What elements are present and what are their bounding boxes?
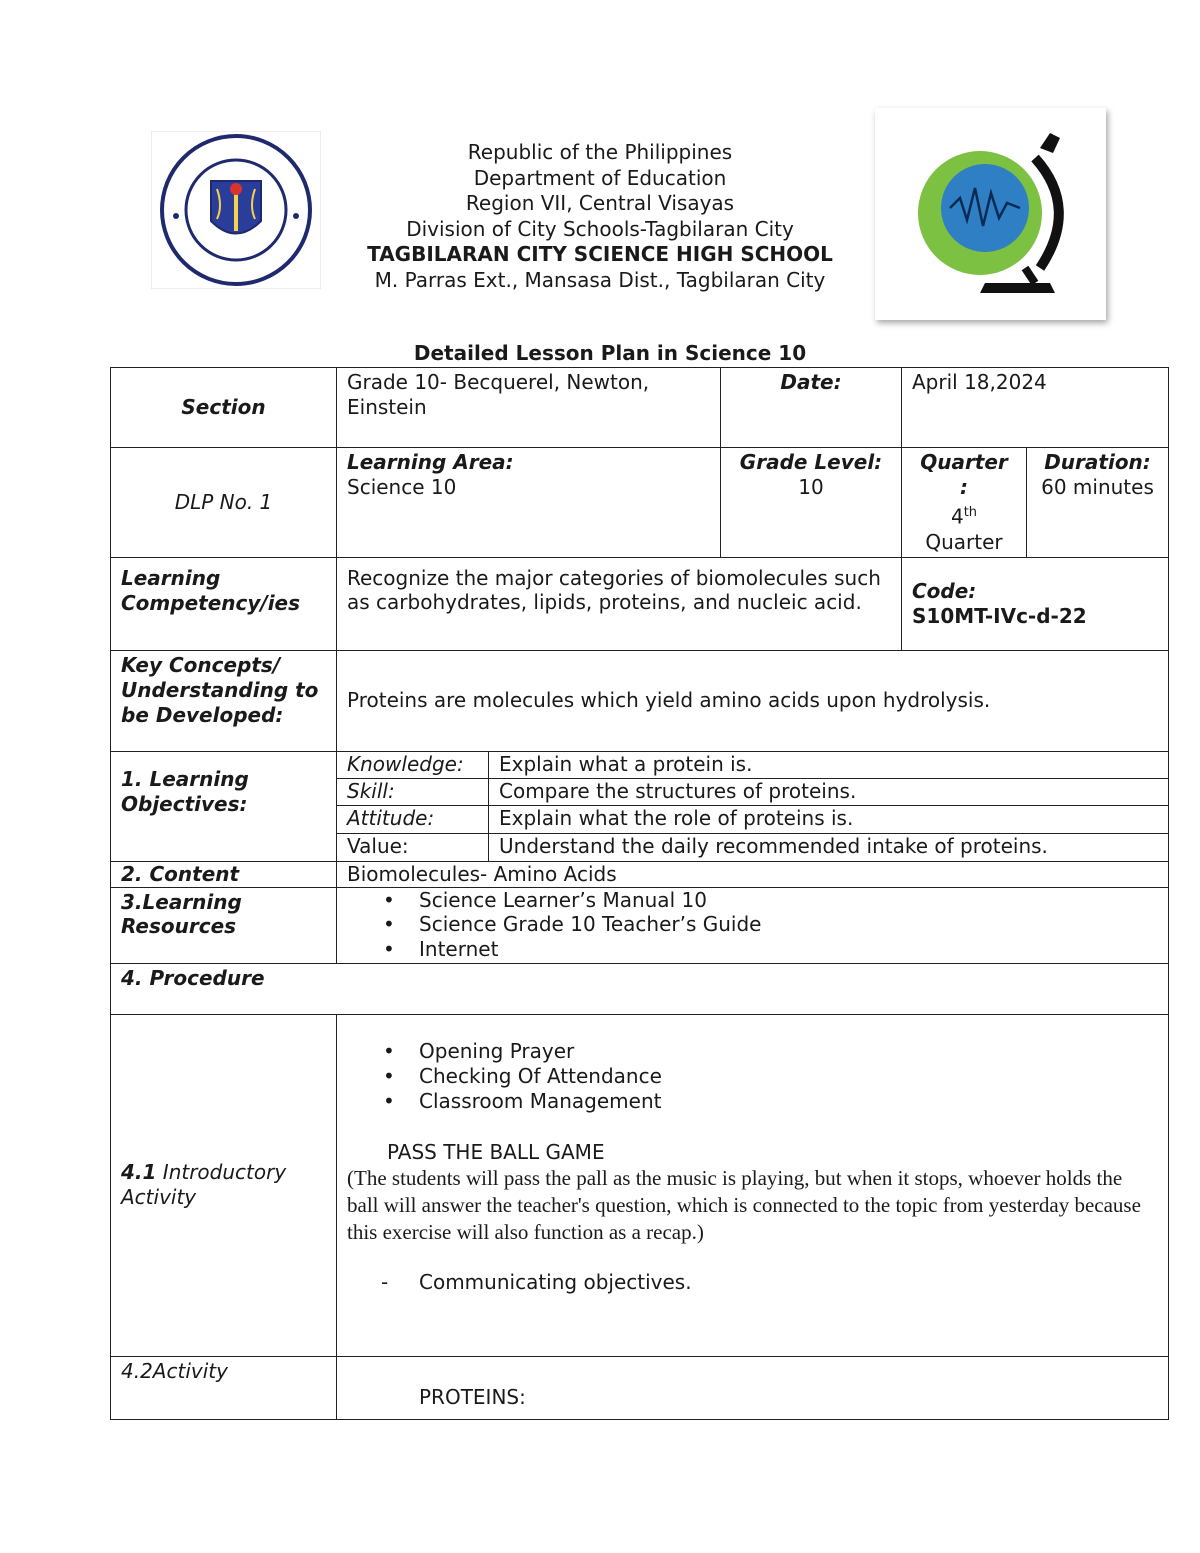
duration-label: Duration: (1044, 450, 1151, 474)
key-concepts-label: Key Concepts/ Understanding to be Developed: (111, 650, 337, 751)
quarter-colon: : (960, 475, 968, 499)
school-name: TAGBILARAN CITY SCIENCE HIGH SCHOOL (367, 242, 833, 266)
section-row (111, 368, 1169, 448)
objective-key: Value: (337, 833, 489, 861)
objectives-label: 1. Learning Objectives: (111, 751, 337, 861)
resources-cell (337, 887, 1169, 963)
letterhead (330, 140, 870, 293)
intro-content (337, 1014, 1169, 1356)
activity-value: PROTEINS: (337, 1356, 1169, 1419)
objective-row-knowledge (111, 751, 1169, 778)
grade-level-label: Grade Level: (739, 450, 883, 474)
resource-item: • Science Learner’s Manual 10 (419, 888, 1158, 913)
objective-key: Skill: (337, 778, 489, 805)
intro-item: • Checking Of Attendance (419, 1064, 1158, 1089)
duration-cell (1027, 448, 1169, 558)
resource-item: • Internet (419, 937, 1158, 962)
key-concepts-row (111, 650, 1169, 751)
dash-item: - Communicating objectives. (381, 1269, 692, 1294)
section-value: Grade 10- Becquerel, Newton, Einstein (337, 368, 721, 448)
content-label: 2. Content (111, 861, 337, 887)
resource-item: • Science Grade 10 Teacher’s Guide (419, 912, 1158, 937)
school-address: M. Parras Ext., Mansasa Dist., Tagbilaran City (374, 267, 826, 292)
objective-value: Explain what a protein is. (489, 751, 1169, 778)
code-value: S10MT-IVc-d-22 (912, 603, 1087, 628)
lesson-plan-table (110, 367, 1169, 1420)
objective-key: Knowledge: (337, 751, 489, 778)
objective-key: Attitude: (337, 805, 489, 833)
objective-value: Explain what the role of proteins is. (489, 805, 1169, 833)
resources-row (111, 887, 1169, 963)
header-line-department: Department of Education (473, 165, 727, 190)
quarter-word: Quarter (925, 529, 1003, 554)
competency-value: Recognize the major categories of biomolecules such as carbohydrates, lipids, proteins, and nucleic acid. (337, 557, 902, 650)
intro-item: • Opening Prayer (419, 1039, 1158, 1064)
intro-label (111, 1014, 337, 1356)
header-line-republic: Republic of the Philippines (467, 140, 733, 164)
resources-label: 3.Learning Resources (111, 887, 337, 963)
header-line-region: Region VII, Central Visayas (465, 191, 735, 215)
procedure-row (111, 963, 1169, 1014)
game-description: (The students will pass the pall as the music is playing, but when it stops, whoever holds the ball will answer the teacher's question, which is connected to the topic from yesterday because this exercise will also function as a recap.) (347, 1165, 1141, 1244)
intro-label-number: 4.1 (121, 1160, 157, 1185)
intro-activity-row (111, 1014, 1169, 1356)
objective-value: Understand the daily recommended intake of proteins. (489, 833, 1169, 861)
code-label: Code: (912, 578, 977, 603)
quarter-label: Quarter (920, 450, 1008, 474)
section-label: Section (111, 368, 337, 448)
grade-level-cell (721, 448, 902, 558)
learning-area-value: Science 10 (347, 475, 457, 499)
objective-value: Compare the structures of proteins. (489, 778, 1169, 805)
activity-label: 4.2Activity (111, 1356, 337, 1419)
header-line-division: Division of City Schools-Tagbilaran City (406, 216, 794, 241)
competency-label: Learning Competency/ies (111, 557, 337, 650)
activity-row (111, 1356, 1169, 1419)
learning-area-cell (337, 448, 721, 558)
procedure-label: 4. Procedure (111, 963, 1169, 1014)
content-value: Biomolecules- Amino Acids (337, 861, 1169, 887)
quarter-number: 4th (950, 504, 978, 529)
intro-item: • Classroom Management (419, 1089, 1158, 1114)
dlp-row (111, 448, 1169, 558)
content-row (111, 861, 1169, 887)
intro-label-text: Introductory Activity (121, 1160, 287, 1210)
code-cell (902, 557, 1169, 650)
document-title: Detailed Lesson Plan in Science 10 (413, 341, 807, 365)
quarter-cell (902, 448, 1027, 558)
key-concepts-value: Proteins are molecules which yield amino acids upon hydrolysis. (337, 650, 1169, 751)
duration-value: 60 minutes (1041, 475, 1154, 499)
game-title: PASS THE BALL GAME (387, 1139, 605, 1164)
competency-row (111, 557, 1169, 650)
resources-list (347, 888, 1158, 962)
date-value: April 18,2024 (902, 368, 1169, 448)
date-label: Date: (721, 368, 902, 448)
intro-list (347, 1039, 1158, 1114)
learning-area-label: Learning Area: (347, 450, 514, 474)
school-logo (875, 108, 1106, 320)
grade-level-value: 10 (798, 475, 824, 499)
dlp-label: DLP No. 1 (111, 448, 337, 558)
deped-seal-logo (151, 131, 321, 289)
